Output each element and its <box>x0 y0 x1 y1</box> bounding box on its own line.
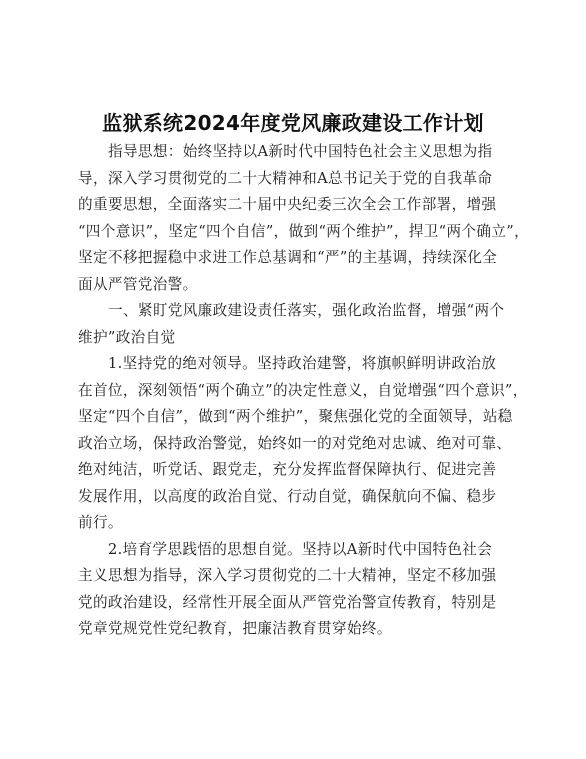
item-1-line-5: 绝对纯洁，听党话、跟党走，充分发挥监督保障执行、促进完善 <box>78 461 497 478</box>
item-2-line-2: 主义思想为指导，深入学习贯彻党的二十大精神，坚定不移加强 <box>78 567 497 584</box>
item-2-line-3: 党的政治建设，经常性开展全面从严管党治警宣传教育，特别是 <box>78 593 497 611</box>
item-1-line-7: 前行。 <box>78 514 123 531</box>
paragraph-guiding-line-1: 指导思想：始终坚持以A新时代中国特色社会主义思想为指 <box>108 143 493 160</box>
paragraph-guiding-line-2: 导，深入学习贯彻党的二十大精神和A总书记关于党的自我革命 <box>78 169 493 187</box>
paragraph-guiding-line-3: 的重要思想，全面落实二十届中央纪委三次全会工作部署，增强 <box>78 196 497 213</box>
item-1-line-6: 发展作用，以高度的政治自觉、行动自觉，确保航向不偏、稳步 <box>78 487 497 505</box>
item-1-line-4: 政治立场，保持政治警觉，始终如一的对党绝对忠诚、绝对可靠、 <box>78 434 512 452</box>
document-body <box>78 139 530 643</box>
paragraph-guiding-line-5: 坚定不移把握稳中求进工作总基调和“严”的主基调，持续深化全 <box>78 249 498 266</box>
paragraph-guiding-line-4: “四个意识”，坚定“四个自信”，做到“两个维护”，捍卫“两个确立”， <box>78 222 530 240</box>
item-2-line-1: 2.培育学思践悟的思想自觉。坚持以A新时代中国特色社会 <box>108 540 493 558</box>
item-1-line-2: 在首位，深刻领悟“两个确立”的决定性意义，自觉增强“四个意识”， <box>78 381 528 399</box>
section-heading-line-1: 一、紧盯党风廉政建设责任落实，强化政治监督，增强“两个 <box>108 302 505 319</box>
item-2-line-4: 党章党规党性党纪教育，把廉洁教育贯穿始终。 <box>78 620 392 637</box>
paragraph-guiding-line-6: 面从严管党治警。 <box>78 275 198 293</box>
item-1-line-1: 1.坚持党的绝对领导。坚持政治建警，将旗帜鲜明讲政治放 <box>108 355 497 372</box>
section-heading-line-2: 维护”政治自觉 <box>78 328 176 346</box>
document-title: 监狱系统2024年度党风廉政建设工作计划 <box>102 111 484 135</box>
item-1-line-3: 坚定“四个自信”，做到“两个维护”，聚焦强化党的全面领导，站稳 <box>78 408 513 425</box>
